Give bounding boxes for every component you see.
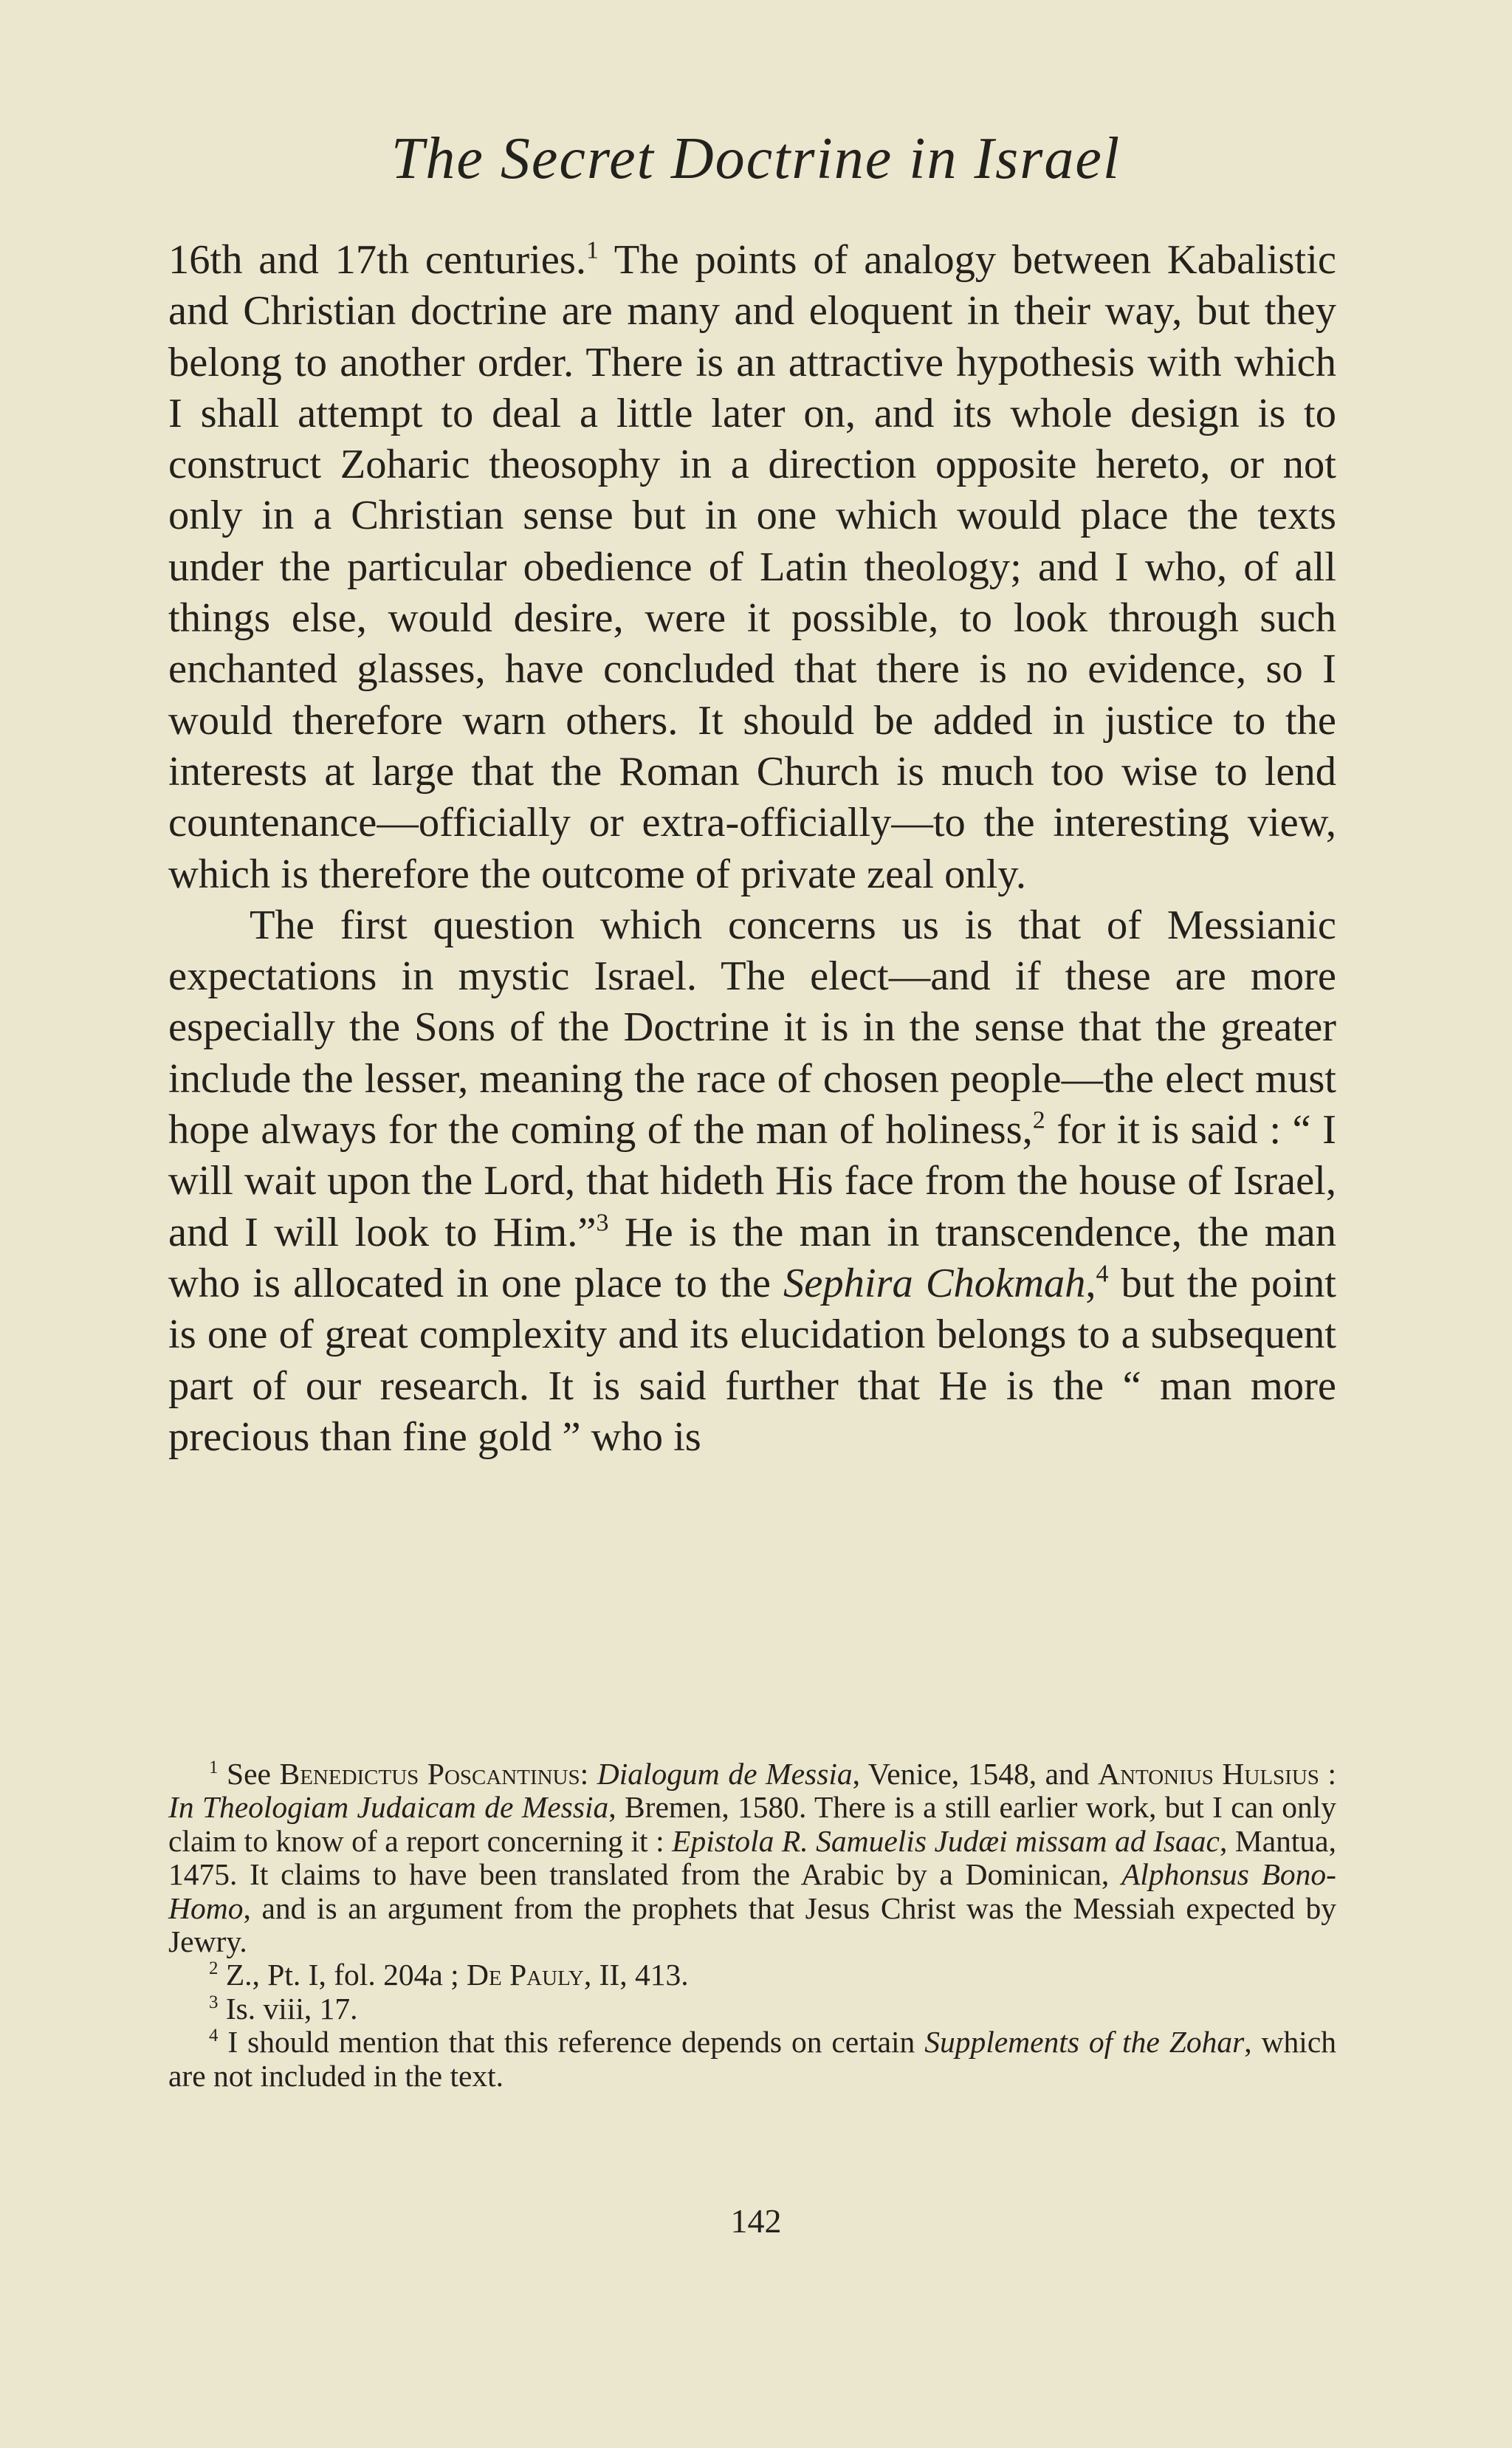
footnote-1-text-e: , Bremen, 1580. There is a still earlier work, but I can only claim to know of a report concerning it : xyxy=(168,1790,1336,1858)
footnote-1-text-f: , Mantua, 1475. It claims to have been translated from the Arabic by a Dominican, xyxy=(168,1823,1336,1892)
author-poscantinus: Benedictus Poscantinus xyxy=(279,1757,580,1791)
author-hulsius: Antonius Hulsius xyxy=(1098,1757,1319,1791)
footnote-ref-2: 2 xyxy=(1032,1106,1045,1134)
title-supplements: Supplements of the Zohar xyxy=(924,2025,1245,2060)
footnote-3-mark: 3 xyxy=(209,1992,219,2012)
footnote-2 xyxy=(168,1958,1336,1992)
body-text xyxy=(168,235,1336,1463)
name-bono-homo: Alphonsus Bono-Homo xyxy=(168,1857,1336,1925)
footnote-2-text-b: , II, 413. xyxy=(583,1958,689,1992)
paragraph-1-text-cont: The points of analogy between Kabalistic and Christian doctrine are many and eloquent in their way, but they belong to another order. There is an attractive hypothesis with which I shall attempt to deal a little later on, and its whole design is to construct Zoharic theosophy in a direction opposite hereto, or not only in a Christian sense but in one which would place the texts under the particular obedience of Latin theology; and I who, of all things else, would desire, were it possible, to look through such enchanted glasses, have concluded that there is no evidence, so I would therefore warn others. It should be added in justice to the interests at large that the Roman Church is much too wise to lend countenance—officially or extra-officially—to the interesting view, which is therefore the outcome of private zeal only. xyxy=(168,237,1336,897)
paragraph-2-text: The first question which concerns us is that of Messianic expectations in mystic Israel. The elect—and if these are more especially the Sons of the Doctrine it is in the sense that the greater include the lesser, meaning the race of chosen people—the elect must hope always for the coming of the man of holiness, xyxy=(168,902,1336,1153)
footnote-3 xyxy=(168,1992,1336,2026)
footnote-4 xyxy=(168,2026,1336,2093)
footnote-1-sep: : xyxy=(580,1757,597,1791)
paragraph-1 xyxy=(168,235,1336,900)
footnotes xyxy=(168,1758,1336,2093)
footnote-1-mark: 1 xyxy=(209,1758,219,1778)
paragraph-1-text: 16th and 17th centuries. xyxy=(168,237,586,283)
footnote-4-text-b: , which are not included in the text. xyxy=(168,2025,1336,2093)
footnote-2-text: Z., Pt. I, fol. 204a ; xyxy=(218,1958,467,1992)
footnote-1-sep-2: : xyxy=(1319,1757,1337,1791)
paragraph-2-text-c: He is the man in transcendence, the man who is allocated in one place to the xyxy=(168,1209,1336,1306)
footnote-ref-3: 3 xyxy=(596,1209,609,1237)
paragraph-2-text-d: but the point is one of great complexity and its elucidation belongs to a subsequent part of our research. It is said further that He is the “ man more precious than fine gold ” who is xyxy=(168,1260,1336,1460)
footnote-1-text-g: , and is an argument from the prophets that Jesus Christ was the Messiah expected by Jewry. xyxy=(168,1890,1336,1959)
title-dialogum: Dialogum de Messia xyxy=(597,1757,853,1791)
footnote-ref-4: 4 xyxy=(1096,1260,1109,1288)
paragraph-2-text-b: for it is said : “ I will wait upon the Lord, that hideth His face from the house of Israel, and I will look to Him.” xyxy=(168,1107,1336,1255)
running-head: The Secret Doctrine in Israel xyxy=(391,126,1121,191)
footnote-1 xyxy=(168,1758,1336,1958)
footnote-1-text-c: , Venice, 1548, and xyxy=(852,1757,1099,1791)
author-de-pauly: De Pauly xyxy=(467,1958,584,1992)
sephira-term: Sephira Chokmah xyxy=(783,1260,1086,1306)
title-epistola: Epistola R. Samuelis Judæi missam ad Isaac xyxy=(672,1823,1220,1858)
footnote-2-mark: 2 xyxy=(209,1958,219,1979)
footnote-ref-1: 1 xyxy=(585,236,599,264)
footnote-3-text: Is. viii, 17. xyxy=(218,1991,358,2026)
footnote-1-text: See xyxy=(218,1757,280,1791)
footnote-4-mark: 4 xyxy=(209,2026,219,2046)
page-number: 142 xyxy=(730,2202,782,2240)
footnote-4-text: I should mention that this reference depends on certain xyxy=(218,2025,925,2060)
paragraph-2: The first question which concerns us is that of Messianic expectations in mystic Israel. The elect—and if these are more especially the Sons of the Doctrine it is in the sense that the greater include the lesser, meaning the race of chosen people—the elect must hope always for the coming of the man of holiness,$^2$ for it is said : “ I will wait upon the Lord, that hideth His face from the house of Israel, and I will look to Him.”$^3$ He is the man in transcendence, the man who is allocated in one place to the Sephira Chokmah,$^4$ but the point is one of great complexity and its elucidation belongs to a subsequent part of our research. It is said further that He is the “ man more precious than fine gold ” who is xyxy=(168,902,1336,1460)
title-theologiam: In Theologiam Judaicam de Messia xyxy=(168,1790,609,1825)
